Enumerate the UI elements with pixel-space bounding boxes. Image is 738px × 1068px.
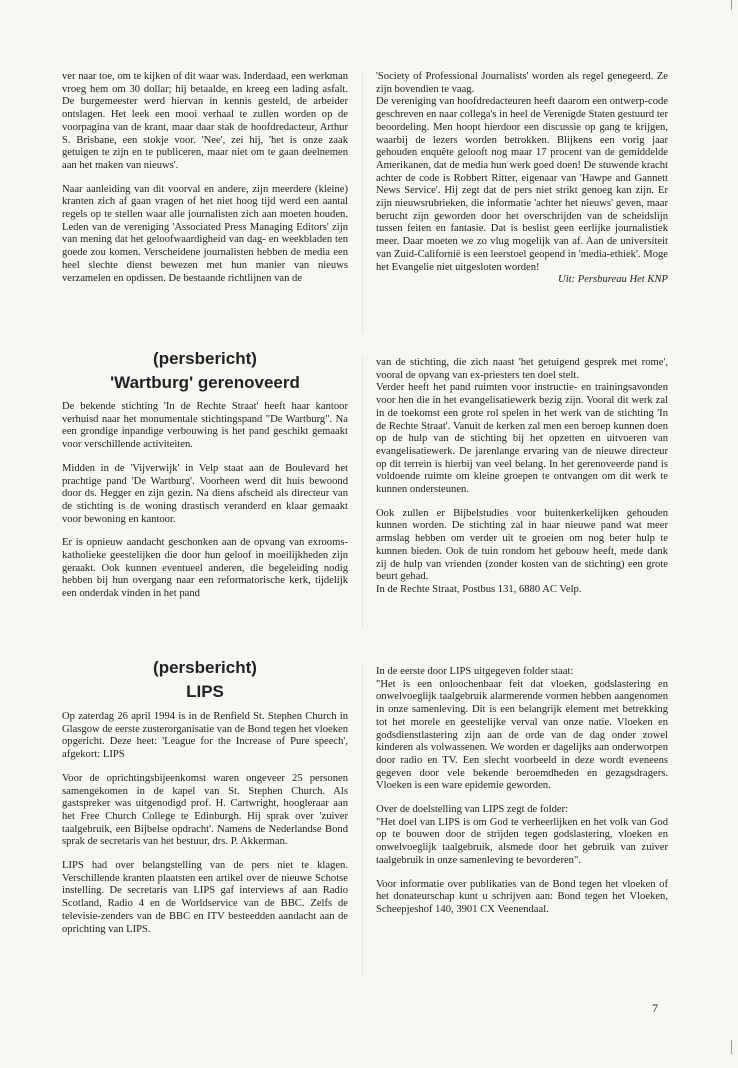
paragraph: Voor informatie over publikaties van de Bond tegen het vloeken of het donateurschap kunt u schrijven aan: Bond tegen het Vloeken, Scheepjeshof 140, 3901 CX Veenendaal.: [376, 878, 668, 915]
paragraph: In de eerste door LIPS uitgegeven folder staat: "Het is een onloochenbaar feit dat vloeken, godslastering en onwelvoeglijk taalgebruik alarmerende vormen hebben aangenomen in onze samenleving. Dit is een belangrijk element met betrekking tot het morele en geestelijke verval van onze natie. Vloeken en godsdienstlastering zijn aan de orde van de dag onder zowel kinderen als volwassenen. We worden er dagelijks aan onderworpen door radio en TV. Een slecht voorbeeld in deze wordt eveneens gegeven door vele bekende beroemdheden en gezagsdragers. Vloeken is een ware epidemie geworden.: [376, 666, 668, 792]
paragraph: Voor de oprichtingsbijeenkomst waren ongeveer 25 personen samengekomen in de kapel van St. Stephen Church. Als gastspreker was uitgenodigd prof. H. Cartwright, hoogleraar aan het Free Church College te Edinburgh. Hij sprak over 'zuiver taalgebruik, een Bijbelse opdracht'. Namens de Nederlandse Bond sprak de secretaris van het bestuur, drs. P. Akkerman.: [62, 772, 348, 848]
article-headline: LIPS: [186, 682, 224, 701]
paragraph: van de stichting, die zich naast 'het getuigend gesprek met rome', vooral de opvang van ex-priesters ten doel stelt. Verder heeft het pand ruimten voor instructie- en trainingsavonden voor hen die in het evangelisatiewerk bezig zijn. Vooral dit werk zal in de toekomst een grote rol spelen in het werk van de stichting 'In de Rechte Straat'. Vanuit de kerken zal men een beroep kunnen doen op de hulp van de stichting bij het opzetten en uitvoeren van evangelisatiewerk. De jarenlange ervaring van de nieuwe directeur op dit terrein is hierbij van veel belang. In het gerenoveerde pand is voldoende ruimte om kleine groepen te ontvangen om dit werk te kunnen ondersteunen.: [376, 357, 668, 496]
article-kicker: (persbericht): [153, 658, 257, 677]
page-number: 7: [652, 1001, 658, 1015]
paragraph: Op zaterdag 26 april 1994 is in de Renfield St. Stephen Church in Glasgow de eerste zusterorganisatie van de Bond tegen het vloeken opgericht. Deze heet: 'League for the Increase of Pure speech', afgekort: LIPS: [62, 711, 348, 761]
paragraph: De bekende stichting 'In de Rechte Straat' heeft haar kantoor verhuisd naar het monumentale stichtingspand "De Wartburg". Na een grondige inpandige verbouwing is het pand geschikt gemaakt voor verschillende activiteiten.: [62, 401, 348, 451]
paragraph: LIPS had over belangstelling van de pers niet te klagen. Verschillende kranten plaatsten een artikel over de nieuwe Schotse instelling. De secretaris van LIPS gaf interviews af aan Radio Scotland, Radio 4 en de Worldservice van de BBC. Zelfs de televisie-zenders van de BBC en ITV besteedden aandacht aan de oprichting van LIPS.: [62, 860, 348, 935]
paragraph: Ook zullen er Bijbelstudies voor buitenkerkelijken gehouden kunnen worden. De stichting zal in haar nieuwe pand wat meer armslag hebben om verder uit te groeien om nog beter hulp te kunnen bieden. Ook de tuin rondom het gebouw heeft, mede dank zij de hulp van vrienden (zonder kosten van de stichting) een grote beurt gehad. In de Rechte Straat, Postbus 131, 6880 AC Velp.: [376, 507, 668, 595]
top-right-column: [376, 71, 668, 287]
wartburg-article-right: [376, 357, 668, 597]
lips-article-right: [376, 666, 668, 917]
column-divider: [362, 666, 363, 976]
column-divider: [362, 73, 363, 333]
column-divider: [362, 357, 363, 627]
source-credit: Uit: Persbureau Het KNP: [558, 274, 668, 286]
paragraph: Over de doelstelling van LIPS zegt de folder: "Het doel van LIPS is om God te verheerlijken en het volk van God op te bouwen door de strijden tegen godslastering, vloeken en onwelvoeglijk taalgebruik, alsmede door het gebruik van zuiver taalgebruik in onze samenleving te bevorderen".: [376, 804, 668, 866]
lips-article-left: [62, 656, 348, 936]
article-kicker: (persbericht): [153, 349, 257, 368]
scan-edge-mark: [731, 0, 732, 10]
top-left-column: [62, 71, 348, 285]
wartburg-article-left: [62, 347, 348, 601]
paragraph: Naar aanleiding van dit voorval en andere, zijn meerdere (kleine) kranten zich af gaan vragen of het niet hoog tijd werd een aantal regels op te stellen waar alle journalisten zich aan moeten houden. Leden van de vereniging 'Associated Press Managing Editors' zijn van mening dat het geloofwaardigheid van dag- en weekbladen ten goede zou komen. Verscheidene journalisten hebben de media een heel slechte dienst bewezen met hun manier van nieuws verzamelen en opdissen. De bestaande richtlijnen van de: [62, 183, 348, 284]
paragraph: 'Society of Professional Journalists' worden als regel genegeerd. Ze zijn bovendien te vaag. De vereniging van hoofdredacteuren heeft daarom een ontwerp-code geschreven en naar collega's in heel de Verenigde Staten gestuurd ter beoordeling. Men hoopt hierdoor een discussie op gang te krijgen, waarbij de lezers worden betrokken. Blijkens een vorig jaar gehouden enquête gelooft nog maar 17 procent van de gemiddelde Amerikanen, dat de media hun werk goed doen! De stuwende kracht achter de code is Robbert Ritter, eigenaar van 'Hawpe and Gannett News Service'. Hij zegt dat de pers niet strikt genoeg kan zijn. Er zijn nieuwsrubrieken, die informatie 'achter het nieuws' geven, maar berucht zijn geworden door het overschrijden van de scheidslijn tussen feiten en fantasie. Dat is beslist geen eerlijke journalistiek meer. Daar moeten we zo vlug mogelijk van af. Aan de universiteit van Zuid-Californië is een leerstoel geopend in 'media-ethiek'. Moge het Evangelie niet uitgesloten worden!: [376, 71, 668, 273]
scan-edge-mark: [731, 1040, 732, 1054]
paragraph: Er is opnieuw aandacht geschonken aan de opvang van exrooms-katholieke geestelijken die door hun geloof in moeilijkheden zijn geraakt. Ook kunnen eventueel anderen, die begeleiding nodig hebben bij hun overgang naar een reformatorische kerk, tijdelijk een onderdak vinden in het pand: [62, 537, 348, 600]
article-headline: 'Wartburg' gerenoveerd: [110, 373, 300, 392]
paragraph: Midden in de 'Vijverwijk' in Velp staat aan de Boulevard het prachtige pand 'De Wartburg'. Voorheen werd dit huis bewoond door ds. Hegger en zijn gezin. Na diens afscheid als directeur van de stichting is de woning drastisch veranderd en klaar gemaakt voor bewoning en kantoor.: [62, 462, 348, 525]
paragraph: ver naar toe, om te kijken of dit waar was. Inderdaad, een werkman vroeg hem om 30 dollar; hij betaalde, en kreeg een lading asfalt. De burgemeester werd hiervan in kennis gesteld, de arbeider ontslagen. Het leek een mooi verhaal te zullen worden op de voorpagina van de krant, maar daar stak de hoofdredacteur, Arthur S. Brisbane, een stokje voor. 'Nee', zei hij, 'het is onze zaak getuigen te zijn en te publiceren, maar niet om te gaan deelnemen aan het maken van nieuws'.: [62, 71, 348, 171]
